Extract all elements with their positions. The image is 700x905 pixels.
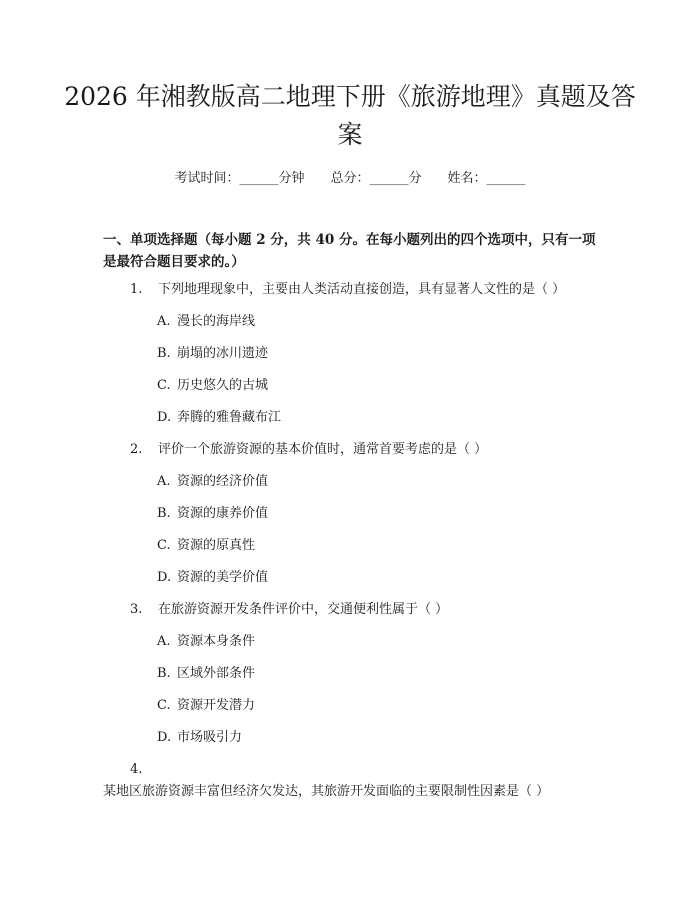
option-text: 市场吸引力 [177, 730, 243, 745]
option-label: A. [157, 314, 171, 329]
option-item [157, 313, 255, 331]
option-label: C. [157, 538, 171, 553]
option-item [157, 697, 255, 715]
option-text: 资源本身条件 [177, 634, 256, 649]
total-score-field: 总分：______分 [330, 171, 422, 186]
option-item [157, 409, 281, 427]
option-item [157, 345, 268, 363]
question-number: 3. [130, 602, 143, 617]
option-text: 奔腾的雅鲁藏布江 [177, 410, 282, 425]
option-label: B. [157, 506, 171, 521]
option-label: D. [157, 730, 172, 745]
exam-info-line [0, 170, 700, 188]
option-text: 区域外部条件 [177, 666, 256, 681]
option-item [157, 505, 268, 523]
question-text: 下列地理现象中，主要由人类活动直接创造，具有显著人文性的是（ ） [158, 282, 566, 297]
option-item [157, 569, 268, 587]
option-label: B. [157, 666, 171, 681]
section-heading: 一、单项选择题（每小题 2 分，共 40 分。在每小题列出的四个选项中，只有一项是最符合题目要求的。） [103, 232, 596, 270]
student-name-field: 姓名：______ [447, 171, 526, 186]
document-title: 2026 年湘教版高二地理下册《旅游地理》真题及答案 [64, 82, 636, 149]
option-item [157, 473, 268, 491]
question-text: 某地区旅游资源丰富但经济欠发达，其旅游开发面临的主要限制性因素是（ ） [103, 784, 550, 799]
option-label: C. [157, 378, 171, 393]
option-text: 资源的美学价值 [177, 570, 269, 585]
option-label: D. [157, 570, 172, 585]
option-item [157, 537, 255, 555]
option-item [157, 729, 242, 747]
question-stem [130, 441, 487, 459]
option-text: 资源的经济价值 [177, 474, 269, 489]
option-text: 漫长的海岸线 [177, 314, 256, 329]
option-label: B. [157, 346, 171, 361]
option-item [157, 377, 268, 395]
question-stem [103, 759, 603, 803]
question-number: 4. [130, 762, 143, 777]
option-label: C. [157, 698, 171, 713]
option-text: 历史悠久的古城 [177, 378, 269, 393]
option-text: 资源的原真性 [177, 538, 256, 553]
option-text: 崩塌的冰川遗迹 [177, 346, 269, 361]
option-label: D. [157, 410, 172, 425]
exam-time-field: 考试时间：______分钟 [174, 171, 305, 186]
question-stem [130, 601, 448, 619]
option-text: 资源开发潜力 [177, 698, 256, 713]
question-stem [130, 281, 565, 299]
question-number: 1. [130, 282, 143, 297]
option-label: A. [157, 634, 171, 649]
question-number: 2. [130, 442, 143, 457]
option-item [157, 633, 255, 651]
question-text: 在旅游资源开发条件评价中，交通便利性属于（ ） [158, 602, 449, 617]
option-label: A. [157, 474, 171, 489]
option-text: 资源的康养价值 [177, 506, 269, 521]
option-item [157, 665, 255, 683]
question-text: 评价一个旅游资源的基本价值时，通常首要考虑的是（ ） [158, 442, 488, 457]
